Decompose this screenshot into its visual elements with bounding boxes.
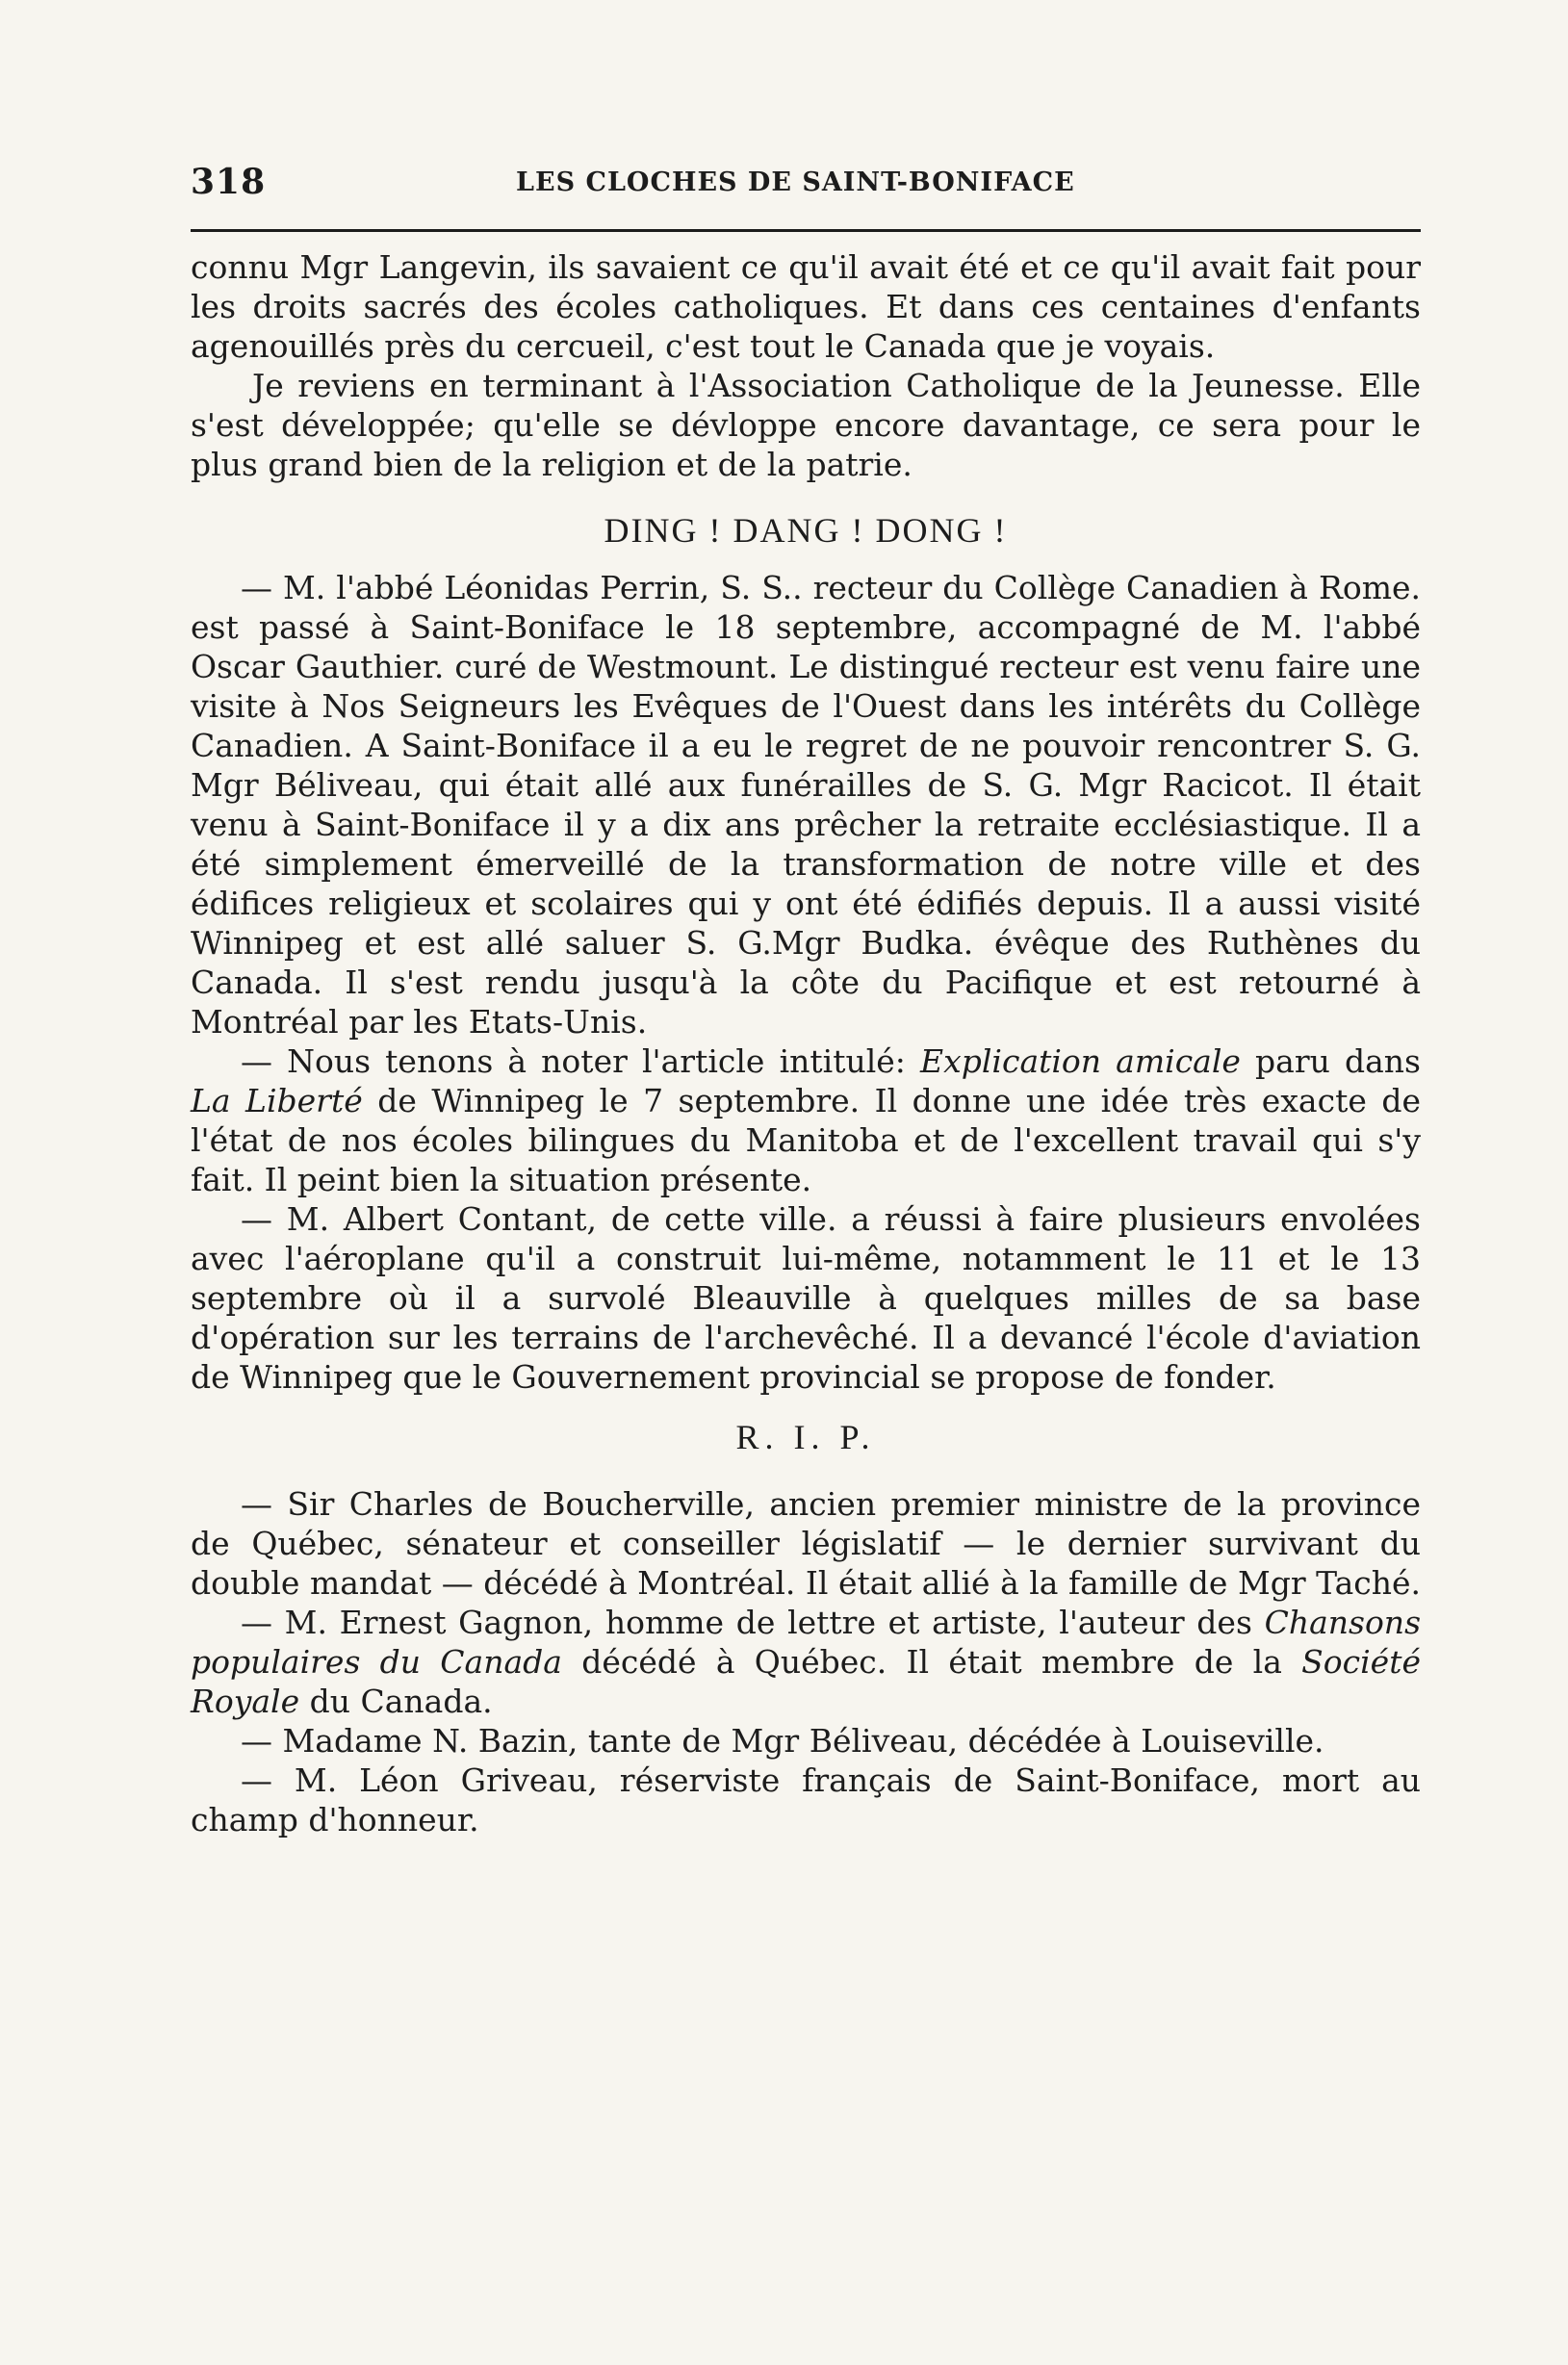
obituary-text: du Canada. xyxy=(299,1683,493,1720)
obituary-text: décédé à Québec. Il était membre de la xyxy=(561,1643,1302,1681)
obituary-gagnon xyxy=(191,1603,1421,1721)
obituary-griveau: — M. Léon Griveau, réserviste français de Saint-Boniface, mort au champ d'honneur. xyxy=(191,1761,1421,1838)
society-title: Société Royale xyxy=(191,1643,1421,1720)
page-body xyxy=(191,247,1421,1839)
news-text: paru dans xyxy=(1240,1042,1421,1080)
newspaper-title: La Liberté xyxy=(191,1082,363,1119)
obituary-boucherville: — Sir Charles de Boucherville, ancien premier ministre de la province de Québec, sénateur et conseiller législatif — le dernier survivant du double mandat — décédé à Montréal. Il était allié à la famille de Mgr Taché. xyxy=(191,1485,1422,1602)
news-item-perrin: — M. l'abbé Léonidas Perrin, S. S.. recteur du Collège Canadien à Rome. est passé à Saint-Boniface le 18 septembre, accompagné de M. l'abbé Oscar Gauthier. curé de Westmount. Le distingué recteur est venu faire une visite à Nos Seigneurs les Evêques de l'Ouest dans les intérêts du Collège Canadien. A Saint-Boniface il a eu le regret de ne pouvoir rencontrer S. G. Mgr Béliveau, qui était allé aux funérailles de S. G. Mgr Racicot. Il était venu à Saint-Boniface il y a dix ans prêcher la retraite ecclésiastique. Il a été simplement émerveillé de la transformation de notre ville et des édifices religieux et scolaires qui y ont été édifiés depuis. Il a aussi visité Winnipeg et est allé saluer S. G.Mgr Budka. évêque des Ruthènes du Canada. Il s'est rendu jusqu'à la côte du Pacifique et est retourné à Montréal par les Etats-Unis. xyxy=(191,569,1421,1041)
page-number: 318 xyxy=(191,162,267,202)
news-text: de Winnipeg le 7 septembre. Il donne une idée très exacte de l'état de nos écoles bilingues du Manitoba et de l'excellent travail qui s'y fait. Il peint bien la situation présente. xyxy=(191,1082,1421,1198)
obituary-bazin: — Madame N. Bazin, tante de Mgr Béliveau, décédée à Louiseville. xyxy=(241,1722,1324,1760)
intro-paragraph-continued: connu Mgr Langevin, ils savaient ce qu'il avait été et ce qu'il avait fait pour les droits sacrés des écoles catholiques. Et dans ces centaines d'enfants agenouillés près du cercueil, c'est tout le Canada que je voyais. xyxy=(191,248,1421,365)
section-heading-rip: R. I. P. xyxy=(735,1418,876,1456)
intro-paragraph-closing: Je reviens en terminant à l'Association Catholique de la Jeunesse. Elle s'est développée; qu'elle se dévloppe encore davantage, ce sera pour le plus grand bien de la religion et de la patrie. xyxy=(191,367,1421,483)
section-heading-ding-dang-dong: DING ! DANG ! DONG ! xyxy=(604,511,1008,550)
book-page xyxy=(191,154,1421,1839)
obituary-text: — M. Ernest Gagnon, homme de lettre et artiste, l'auteur des xyxy=(241,1604,1265,1641)
song-collection-title: Chansons populaires du Canada xyxy=(191,1604,1421,1681)
news-item-contant: — M. Albert Contant, de cette ville. a réussi à faire plusieurs envolées avec l'aéroplane qu'il a construit lui-même, notamment le 11 et le 13 septembre où il a survolé Bleauville à quelques milles de sa base d'opération sur les terrains de l'archevêché. Il a devancé l'école d'aviation de Winnipeg que le Gouvernement provincial se propose de fonder. xyxy=(191,1200,1421,1396)
news-text: — Nous tenons à noter l'article intitulé: xyxy=(241,1042,921,1080)
news-item-explication-amicale xyxy=(191,1041,1421,1199)
header-rule xyxy=(191,229,1421,232)
running-head xyxy=(191,154,1421,212)
article-title: Explication amicale xyxy=(920,1042,1241,1080)
running-title: LES CLOCHES DE SAINT-BONIFACE xyxy=(516,167,1075,197)
